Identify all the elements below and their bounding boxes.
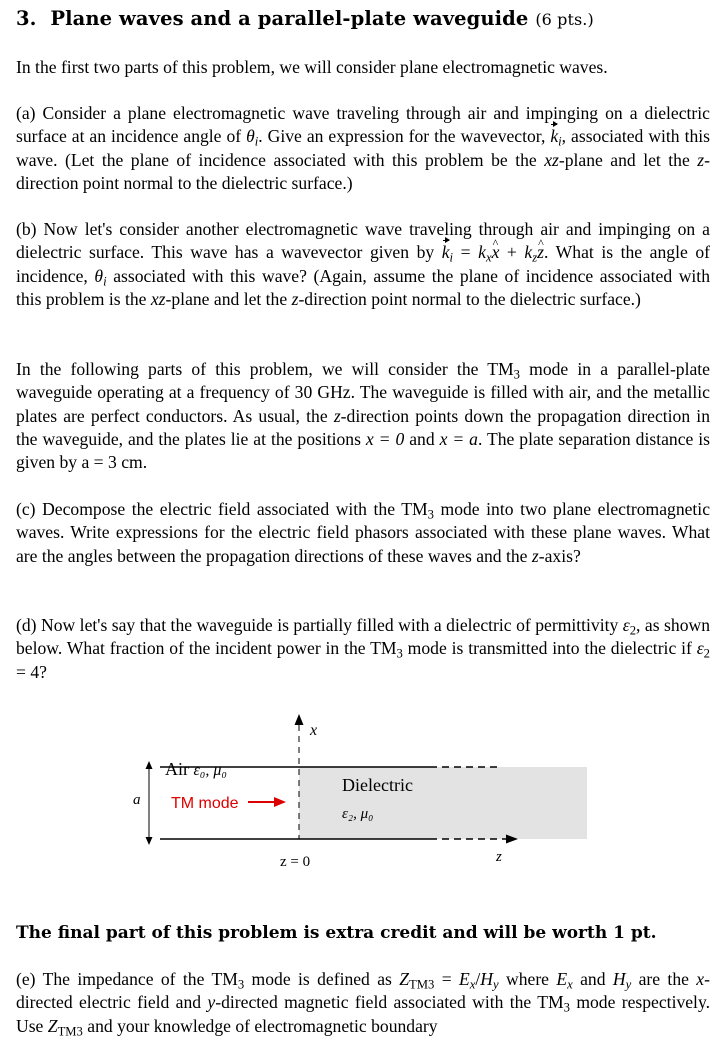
part-a-paragraph: (a) Consider a plane electromagnetic wave traveling through air and impinging on a dielectric surface at an incidence angle of $\theta_i$. Give an expression for the wavevector, $k_i$, associated with this wave. (Let the plane of incidence associated with this problem be the xz-plane and let the z-direction point normal to the dielectric surface.) [16,103,710,193]
part-d-paragraph: (d) Now let's say that the waveguide is partially filled with a dielectric of permittivity $\varepsilon_2$, as shown below. What fraction of the incident power in the $TM_3$ mode is transmitted into the dielectric if $\varepsilon_2 = 4$? [16,615,710,682]
extra-credit-note: The final part of this problem is extra credit and will be worth 1 pt. [16,923,657,943]
problem-points: (6 pts.) [535,10,594,29]
part-e-paragraph: (e) The impedance of the $TM_3$ mode is defined as $Z_{TM3} = E_x/H_y$ where $E_x$ and $H_y$ are the x-directed electric field and y-directed magnetic field associated with the $TM_3$ mode respectively. Use $Z_{TM3}$ and your knowledge of electromagnetic boundary [16,969,711,1039]
z-origin-label: z = 0 [280,854,311,870]
gap-arrow-bottom [146,837,153,845]
axis-z-label: z [496,849,502,865]
part-c-label: (c) [16,499,36,519]
axis-x-label: x [310,722,318,739]
tm-mode-label: TM mode [171,795,239,812]
wavevector-ki: k [550,125,558,148]
x-axis-arrowhead [295,714,304,725]
waveguide-figure [120,705,600,885]
part-d-label: (d) [16,615,37,635]
problem-title [16,6,710,33]
intro-paragraph: In the first two parts of this problem, we will consider plane electromagnetic waves. [16,57,608,77]
problem-title-text: Plane waves and a parallel-plate waveguide [50,7,529,30]
air-label: Air ε₀, μ₀ [165,759,227,779]
tm-mode-arrowhead [274,797,286,807]
part-a-label: (a) [16,103,36,123]
problem-number: 3. [16,7,37,30]
part-c-paragraph: (c) Decompose the electric field associated with the $TM_3$ mode into two plane electromagnetic waves. Write expressions for the electric field phasors associated with these plane waves. What are the angles between the propagation directions of these waves and the z-axis? [16,499,711,566]
part-e-label: (e) [16,969,36,989]
dielectric-label: Dielectric [342,775,413,795]
part-b-label: (b) [16,219,37,239]
waveguide-setup-paragraph: In the following parts of this problem, we will consider the $TM_3$ mode in a parallel-plate waveguide operating at a frequency of 30 GHz. The waveguide is filled with air, and the metallic plates are perfect conductors. As usual, the z-direction points down the propagation direction in the waveguide, and the plates lie at the positions x = 0 and x = a. The plate separation distance is given by a = 3 cm. [16,359,710,473]
gap-label: a [133,792,141,808]
part-b-paragraph: (b) Now let's consider another electromagnetic wave traveling through air and impinging on a dielectric surface. This wave has a wavevector given by $k_i = k_xx$ ^ + $k_zz$ ^. What is the angle of incidence, $\theta_i$ associated with this wave? (Again, assume the plane of incidence associated with this problem is the xz-plane and let the z-direction point normal to the dielectric surface.) [16,218,710,311]
gap-arrow-top [146,761,153,769]
dielectric-params: ε₂, μ₀ [342,806,374,822]
